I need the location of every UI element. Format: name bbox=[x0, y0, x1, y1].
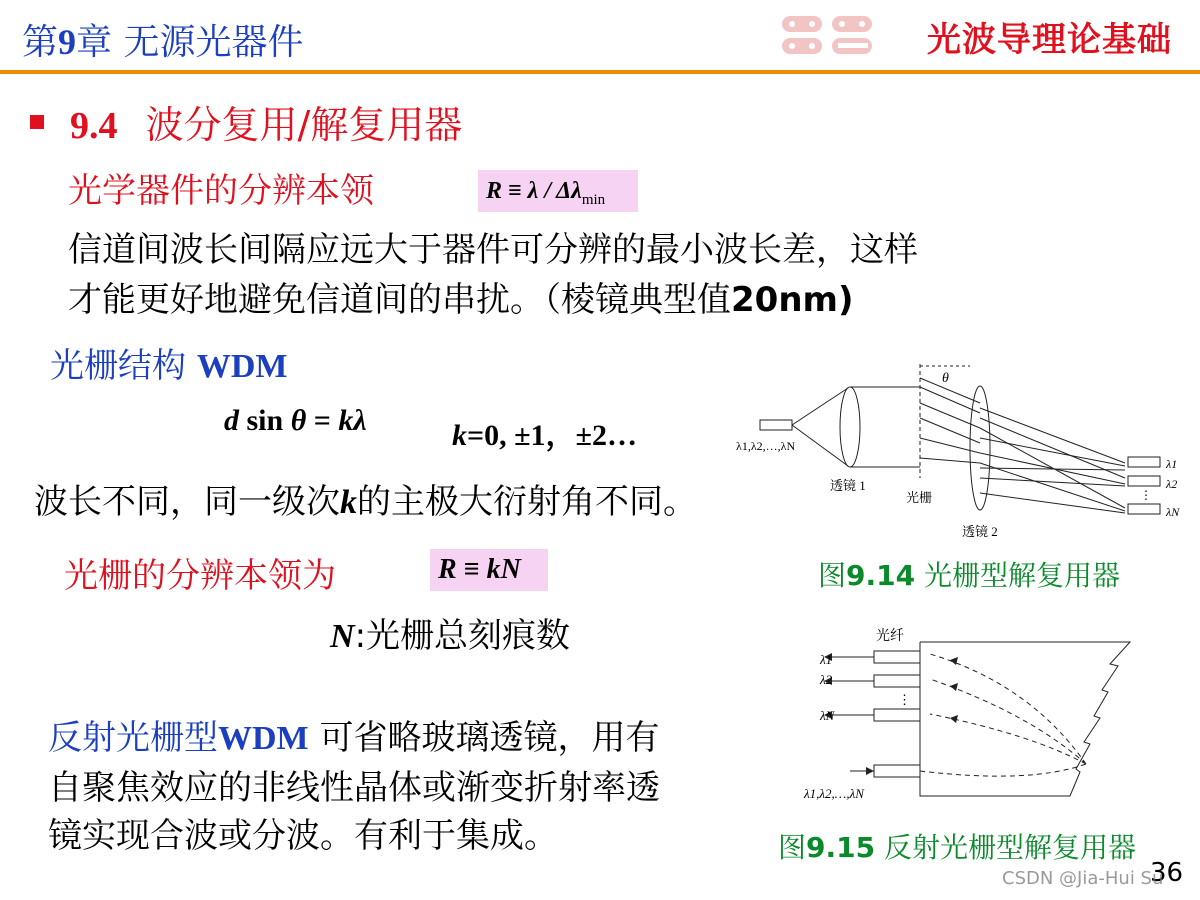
grating-desc-suffix: 的主极大衍射角不同。 bbox=[357, 482, 697, 522]
caption-text: 光栅型解复用器 bbox=[915, 559, 1121, 592]
caption-prefix: 图 bbox=[778, 831, 807, 864]
header-divider bbox=[0, 70, 1200, 74]
theta-label: θ bbox=[942, 371, 949, 386]
grating-resolution-formula: R ≡ kN bbox=[430, 549, 548, 591]
reflective-prefix: 反射光栅型 bbox=[48, 718, 218, 758]
resolution-formula: $R \equiv \lambda / \Delta\lambda_{min}$ bbox=[478, 170, 638, 212]
figure-9-14-caption bbox=[818, 554, 1120, 594]
lambda-n-label: λN bbox=[1166, 505, 1180, 519]
grating-n-label bbox=[330, 608, 570, 657]
prism-typical-value: 20nm) bbox=[731, 280, 854, 320]
fiber-2 bbox=[874, 675, 920, 687]
section-title: 波分复用/解复用器 bbox=[145, 103, 463, 147]
page-number: 36 bbox=[1150, 858, 1184, 888]
input-wavelengths-label: λ1,λ2,…,λN bbox=[736, 439, 796, 453]
figure-9-15-diagram bbox=[790, 624, 1190, 814]
grating-desc-k: k bbox=[340, 484, 357, 521]
resolution-desc-text: 才能更好地避免信道间的串扰。（棱镜典型值 bbox=[68, 280, 731, 320]
watermark: CSDN @Jia-Hui Su bbox=[1002, 868, 1164, 889]
header-decoration-logo bbox=[780, 14, 880, 58]
chapter-prefix: 第 bbox=[22, 22, 59, 63]
input-fiber-icon bbox=[760, 420, 792, 430]
lens-1-icon bbox=[840, 387, 860, 467]
fiber-input bbox=[874, 765, 920, 777]
grating-heading-wdm: WDM bbox=[196, 348, 288, 385]
lambda-1-label: λ1 bbox=[1166, 457, 1178, 471]
n-description: :光栅总刻痕数 bbox=[354, 616, 571, 656]
grating-desc bbox=[34, 474, 697, 523]
book-title: 光波导理论基础 bbox=[927, 20, 1172, 60]
caption-prefix: 图 bbox=[818, 559, 847, 592]
lens-2-label: 透镜 2 bbox=[962, 524, 998, 539]
grating-resolution-label: 光栅的分辨本领为 bbox=[64, 556, 336, 596]
output-fiber-2 bbox=[1128, 476, 1160, 486]
grating-equation: d sin θ = kλ bbox=[224, 404, 367, 437]
figure-9-15-caption bbox=[778, 826, 1136, 866]
figure-9-14-diagram bbox=[730, 358, 1190, 548]
chapter-title bbox=[22, 14, 303, 65]
resolution-desc-line2 bbox=[68, 272, 854, 321]
output-fiber-n bbox=[1128, 504, 1160, 514]
reflective-wdm: WDM bbox=[218, 720, 309, 757]
section-heading bbox=[70, 94, 462, 149]
reflective-line3: 镜实现合波或分波。有利于集成。 bbox=[48, 816, 558, 856]
chapter-name: 章 无源光器件 bbox=[76, 22, 304, 63]
output-fiber-1 bbox=[1128, 457, 1160, 467]
caption-number: 9.14 bbox=[846, 559, 916, 592]
caption-number: 9.15 bbox=[806, 831, 876, 864]
lambda-2-label: λ2 bbox=[1166, 477, 1178, 491]
fiber-1 bbox=[874, 651, 920, 663]
fig15-dots: ⋮ bbox=[898, 692, 911, 707]
reflective-line1-rest: 可省略玻璃透镜，用有 bbox=[308, 718, 660, 758]
fig15-lambda-2: λ2 bbox=[820, 672, 833, 687]
grating-heading-text: 光栅结构 bbox=[50, 346, 197, 386]
lens-2-icon bbox=[970, 386, 990, 510]
grating-heading bbox=[50, 338, 287, 387]
fiber-label: 光纤 bbox=[876, 629, 904, 644]
fiber-n bbox=[874, 709, 920, 721]
fig15-input-label: λ1,λ2,…,λN bbox=[804, 786, 864, 801]
section-bullet-icon bbox=[30, 115, 44, 129]
caption-text: 反射光栅型解复用器 bbox=[875, 831, 1137, 864]
resolution-desc-line1: 信道间波长间隔应远大于器件可分辨的最小波长差，这样 bbox=[68, 230, 918, 270]
grating-label: 光栅 bbox=[906, 490, 933, 505]
section-number: 9.4 bbox=[70, 105, 118, 147]
fig15-lambda-1: λ1 bbox=[820, 652, 833, 667]
reflective-line1 bbox=[48, 710, 659, 759]
dots-label: ⋮ bbox=[1140, 488, 1152, 502]
fig15-lambda-n: λN bbox=[820, 708, 835, 723]
resolution-label: 光学器件的分辨本领 bbox=[68, 171, 374, 211]
reflective-line2: 自聚焦效应的非线性晶体或渐变折射率透 bbox=[48, 768, 660, 808]
grating-k-values: k=0, ±1，±2… bbox=[452, 419, 638, 452]
n-variable: N bbox=[330, 618, 355, 655]
grating-desc-prefix: 波长不同，同一级次 bbox=[34, 482, 340, 522]
lens-1-label: 透镜 1 bbox=[830, 478, 866, 493]
chapter-number: 9 bbox=[58, 22, 77, 62]
